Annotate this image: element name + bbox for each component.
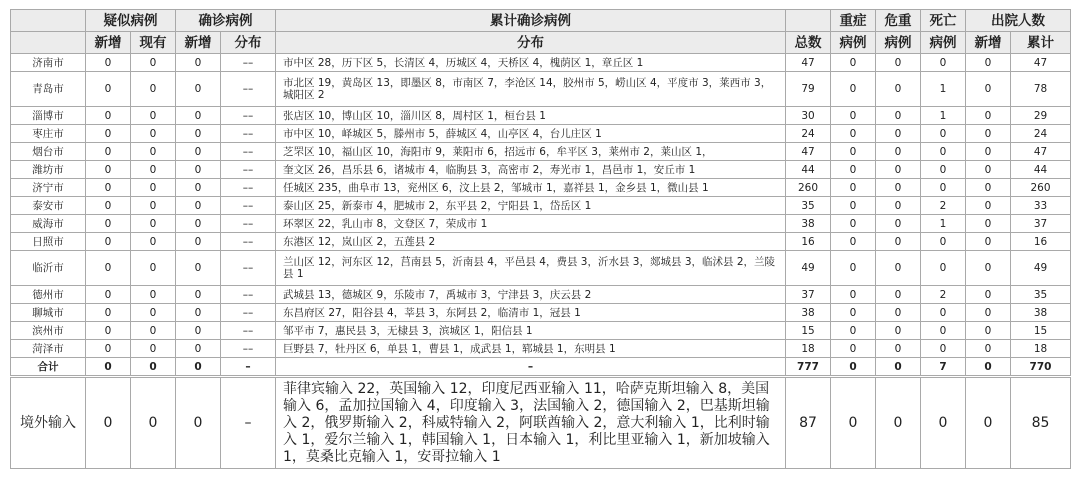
conf-dist: –– xyxy=(221,340,276,358)
header-total-blank xyxy=(786,10,831,32)
cumulative-total: 44 xyxy=(786,161,831,179)
sus-new: 0 xyxy=(86,377,131,469)
cumulative-total: 777 xyxy=(786,358,831,377)
table-row xyxy=(11,304,1071,322)
discharged-new: 0 xyxy=(966,107,1011,125)
discharged-new: 0 xyxy=(966,54,1011,72)
epidemic-stats-table xyxy=(10,9,1071,469)
sus-new: 0 xyxy=(86,340,131,358)
death-cases: 0 xyxy=(921,54,966,72)
cumulative-dist: 武城县 13，德城区 9，乐陵市 7，禹城市 3，宁津县 3，庆云县 2 xyxy=(276,286,786,304)
sus-new: 0 xyxy=(86,197,131,215)
sus-new: 0 xyxy=(86,179,131,197)
critical-cases: 0 xyxy=(876,107,921,125)
city-name: 潍坊市 xyxy=(11,161,86,179)
sus-new: 0 xyxy=(86,72,131,107)
conf-new: 0 xyxy=(176,322,221,340)
death-cases: 0 xyxy=(921,340,966,358)
city-name: 聊城市 xyxy=(11,304,86,322)
death-cases: 0 xyxy=(921,179,966,197)
severe-cases: 0 xyxy=(831,125,876,143)
cumulative-dist: 市北区 19，黄岛区 13，即墨区 8，市南区 7，李沧区 14，胶州市 5，崂山区 4，平度市 3，莱西市 3，城阳区 2 xyxy=(276,72,786,107)
table-row xyxy=(11,161,1071,179)
table-row xyxy=(11,215,1071,233)
death-cases: 7 xyxy=(921,358,966,377)
critical-cases: 0 xyxy=(876,340,921,358)
header-total: 总数 xyxy=(786,32,831,54)
overseas-label: 境外输入 xyxy=(11,377,86,469)
city-name: 泰安市 xyxy=(11,197,86,215)
header-sus-current: 现有 xyxy=(131,32,176,54)
severe-cases: 0 xyxy=(831,107,876,125)
header-dis-new: 新增 xyxy=(966,32,1011,54)
conf-new: 0 xyxy=(176,72,221,107)
death-cases: 1 xyxy=(921,72,966,107)
sus-current: 0 xyxy=(131,143,176,161)
death-cases: 2 xyxy=(921,197,966,215)
conf-dist: –– xyxy=(221,107,276,125)
sus-new: 0 xyxy=(86,286,131,304)
conf-dist: –– xyxy=(221,197,276,215)
city-name: 滨州市 xyxy=(11,322,86,340)
discharged-total: 18 xyxy=(1011,340,1071,358)
sus-new: 0 xyxy=(86,143,131,161)
discharged-new: 0 xyxy=(966,179,1011,197)
discharged-new: 0 xyxy=(966,125,1011,143)
death-cases: 1 xyxy=(921,215,966,233)
critical-cases: 0 xyxy=(876,197,921,215)
critical-cases: 0 xyxy=(876,143,921,161)
header-confirmed: 确诊病例 xyxy=(176,10,276,32)
discharged-total: 44 xyxy=(1011,161,1071,179)
header-row-top xyxy=(11,10,1071,32)
table-row xyxy=(11,143,1071,161)
critical-cases: 0 xyxy=(876,72,921,107)
header-discharged: 出院人数 xyxy=(966,10,1071,32)
sus-new: 0 xyxy=(86,54,131,72)
death-cases: 0 xyxy=(921,161,966,179)
sus-current: 0 xyxy=(131,125,176,143)
cumulative-dist: 市中区 10，峄城区 5，滕州市 5，薛城区 4，山亭区 4，台儿庄区 1 xyxy=(276,125,786,143)
conf-new: 0 xyxy=(176,377,221,469)
severe-cases: 0 xyxy=(831,377,876,469)
city-name: 枣庄市 xyxy=(11,125,86,143)
sus-new: 0 xyxy=(86,107,131,125)
severe-cases: 0 xyxy=(831,179,876,197)
death-cases: 2 xyxy=(921,286,966,304)
overseas-dist: 菲律宾输入 22，英国输入 12，印度尼西亚输入 11，哈萨克斯坦输入 8，美国输入 6，孟加拉国输入 4，印度输入 3，法国输入 2，德国输入 2，巴基斯坦输入 2，俄罗斯输入 2，科威特输入 2，阿联酋输入 2，意大利输入 1，比利时输入 1，爱尔兰输入 1，韩国输入 1，日本输入 1，利比里亚输入 1，新加坡输入 1，莫桑比克输入 1，安哥拉输入 1 xyxy=(276,377,786,469)
conf-new: 0 xyxy=(176,161,221,179)
discharged-new: 0 xyxy=(966,143,1011,161)
death-cases: 0 xyxy=(921,377,966,469)
city-name: 淄博市 xyxy=(11,107,86,125)
critical-cases: 0 xyxy=(876,358,921,377)
cumulative-dist: 张店区 10，博山区 10，淄川区 8，周村区 1，桓台县 1 xyxy=(276,107,786,125)
critical-cases: 0 xyxy=(876,54,921,72)
cumulative-total: 79 xyxy=(786,72,831,107)
cumulative-total: 35 xyxy=(786,197,831,215)
sus-new: 0 xyxy=(86,358,131,377)
discharged-new: 0 xyxy=(966,251,1011,286)
conf-dist: –– xyxy=(221,72,276,107)
death-cases: 0 xyxy=(921,143,966,161)
conf-dist: – xyxy=(221,358,276,377)
sus-new: 0 xyxy=(86,161,131,179)
conf-dist: –– xyxy=(221,54,276,72)
sus-new: 0 xyxy=(86,251,131,286)
discharged-total: 47 xyxy=(1011,54,1071,72)
sus-current: 0 xyxy=(131,251,176,286)
sus-current: 0 xyxy=(131,179,176,197)
cumulative-total: 15 xyxy=(786,322,831,340)
cumulative-total: 18 xyxy=(786,340,831,358)
discharged-new: 0 xyxy=(966,358,1011,377)
cumulative-dist: 邹平市 7，惠民县 3，无棣县 3，滨城区 1，阳信县 1 xyxy=(276,322,786,340)
discharged-total: 15 xyxy=(1011,322,1071,340)
conf-new: 0 xyxy=(176,143,221,161)
sus-new: 0 xyxy=(86,304,131,322)
discharged-total: 260 xyxy=(1011,179,1071,197)
death-cases: 0 xyxy=(921,125,966,143)
sus-current: 0 xyxy=(131,358,176,377)
table-row xyxy=(11,54,1071,72)
overseas-row xyxy=(11,377,1071,469)
discharged-total: 37 xyxy=(1011,215,1071,233)
cumulative-dist: 兰山区 12，河东区 12，莒南县 5，沂南县 4，平邑县 4，费县 3，沂水县 3，郯城县 3，临沭县 2，兰陵县 1 xyxy=(276,251,786,286)
table-row xyxy=(11,125,1071,143)
conf-dist: –– xyxy=(221,233,276,251)
conf-new: 0 xyxy=(176,215,221,233)
cumulative-total: 260 xyxy=(786,179,831,197)
discharged-total: 16 xyxy=(1011,233,1071,251)
severe-cases: 0 xyxy=(831,358,876,377)
sus-current: 0 xyxy=(131,233,176,251)
severe-cases: 0 xyxy=(831,251,876,286)
total-label: 合计 xyxy=(11,358,86,377)
header-row-sub xyxy=(11,32,1071,54)
city-name: 菏泽市 xyxy=(11,340,86,358)
conf-new: 0 xyxy=(176,358,221,377)
critical-cases: 0 xyxy=(876,377,921,469)
sus-current: 0 xyxy=(131,72,176,107)
conf-new: 0 xyxy=(176,179,221,197)
sus-current: 0 xyxy=(131,340,176,358)
critical-cases: 0 xyxy=(876,251,921,286)
discharged-total: 29 xyxy=(1011,107,1071,125)
city-name: 威海市 xyxy=(11,215,86,233)
header-severe-cases: 病例 xyxy=(831,32,876,54)
discharged-total: 33 xyxy=(1011,197,1071,215)
discharged-total: 24 xyxy=(1011,125,1071,143)
discharged-new: 0 xyxy=(966,233,1011,251)
cumulative-total: 49 xyxy=(786,251,831,286)
header-death-cases: 病例 xyxy=(921,32,966,54)
discharged-total: 85 xyxy=(1011,377,1071,469)
conf-new: 0 xyxy=(176,304,221,322)
severe-cases: 0 xyxy=(831,286,876,304)
discharged-new: 0 xyxy=(966,322,1011,340)
discharged-total: 38 xyxy=(1011,304,1071,322)
cumulative-dist: 任城区 235，曲阜市 13，兖州区 6，汶上县 2，邹城市 1，嘉祥县 1，金乡县 1，微山县 1 xyxy=(276,179,786,197)
cumulative-total: 47 xyxy=(786,54,831,72)
conf-new: 0 xyxy=(176,125,221,143)
table-row xyxy=(11,286,1071,304)
severe-cases: 0 xyxy=(831,72,876,107)
conf-dist: –– xyxy=(221,179,276,197)
header-cumulative: 累计确诊病例 xyxy=(276,10,786,32)
header-dist: 分布 xyxy=(276,32,786,54)
death-cases: 0 xyxy=(921,251,966,286)
sus-current: 0 xyxy=(131,322,176,340)
conf-new: 0 xyxy=(176,233,221,251)
conf-dist: –– xyxy=(221,215,276,233)
severe-cases: 0 xyxy=(831,197,876,215)
critical-cases: 0 xyxy=(876,161,921,179)
discharged-new: 0 xyxy=(966,377,1011,469)
header-severe: 重症 xyxy=(831,10,876,32)
conf-dist: –– xyxy=(221,322,276,340)
table-row xyxy=(11,197,1071,215)
header-suspected: 疑似病例 xyxy=(86,10,176,32)
sus-new: 0 xyxy=(86,322,131,340)
critical-cases: 0 xyxy=(876,215,921,233)
conf-dist: –– xyxy=(221,125,276,143)
cumulative-dist: 奎文区 26，昌乐县 6，诸城市 4，临朐县 3，高密市 2，寿光市 1，昌邑市 1，安丘市 1 xyxy=(276,161,786,179)
sus-current: 0 xyxy=(131,197,176,215)
conf-dist: –– xyxy=(221,286,276,304)
cumulative-total: 37 xyxy=(786,286,831,304)
sus-current: 0 xyxy=(131,54,176,72)
cumulative-total: 87 xyxy=(786,377,831,469)
sus-current: 0 xyxy=(131,304,176,322)
critical-cases: 0 xyxy=(876,179,921,197)
header-conf-dist: 分布 xyxy=(221,32,276,54)
discharged-total: 47 xyxy=(1011,143,1071,161)
discharged-total: 35 xyxy=(1011,286,1071,304)
sus-current: 0 xyxy=(131,107,176,125)
city-name: 济南市 xyxy=(11,54,86,72)
death-cases: 0 xyxy=(921,304,966,322)
city-name: 德州市 xyxy=(11,286,86,304)
discharged-new: 0 xyxy=(966,304,1011,322)
header-dis-total: 累计 xyxy=(1011,32,1071,54)
cumulative-total: 38 xyxy=(786,215,831,233)
discharged-new: 0 xyxy=(966,72,1011,107)
discharged-total: 78 xyxy=(1011,72,1071,107)
header-sus-new: 新增 xyxy=(86,32,131,54)
sus-new: 0 xyxy=(86,215,131,233)
severe-cases: 0 xyxy=(831,322,876,340)
table-row xyxy=(11,251,1071,286)
total-row xyxy=(11,358,1071,377)
city-name: 烟台市 xyxy=(11,143,86,161)
sus-current: 0 xyxy=(131,377,176,469)
table-row xyxy=(11,107,1071,125)
severe-cases: 0 xyxy=(831,161,876,179)
conf-new: 0 xyxy=(176,197,221,215)
cumulative-dist: 巨野县 7，牡丹区 6，单县 1，曹县 1，成武县 1，郓城县 1，东明县 1 xyxy=(276,340,786,358)
severe-cases: 0 xyxy=(831,304,876,322)
table-row xyxy=(11,72,1071,107)
conf-new: 0 xyxy=(176,54,221,72)
conf-dist: –– xyxy=(221,304,276,322)
critical-cases: 0 xyxy=(876,322,921,340)
cumulative-dist: 环翠区 22，乳山市 8，文登区 7，荣成市 1 xyxy=(276,215,786,233)
cumulative-total: 30 xyxy=(786,107,831,125)
cumulative-total: 24 xyxy=(786,125,831,143)
cumulative-total: 47 xyxy=(786,143,831,161)
sus-new: 0 xyxy=(86,125,131,143)
city-name: 临沂市 xyxy=(11,251,86,286)
header-death: 死亡 xyxy=(921,10,966,32)
discharged-new: 0 xyxy=(966,215,1011,233)
discharged-new: 0 xyxy=(966,286,1011,304)
conf-new: 0 xyxy=(176,251,221,286)
discharged-total: 770 xyxy=(1011,358,1071,377)
table-row xyxy=(11,340,1071,358)
sus-current: 0 xyxy=(131,215,176,233)
discharged-new: 0 xyxy=(966,161,1011,179)
severe-cases: 0 xyxy=(831,340,876,358)
table-row xyxy=(11,322,1071,340)
header-corner-sub xyxy=(11,32,86,54)
conf-dist: – xyxy=(221,377,276,469)
severe-cases: 0 xyxy=(831,215,876,233)
cumulative-total: 16 xyxy=(786,233,831,251)
cumulative-dist: 东昌府区 27，阳谷县 4，莘县 3，东阿县 2，临清市 1，冠县 1 xyxy=(276,304,786,322)
cumulative-dist: 芝罘区 10，福山区 10，海阳市 9，莱阳市 6，招远市 6，牟平区 3，莱州市 2，莱山区 1， xyxy=(276,143,786,161)
death-cases: 0 xyxy=(921,322,966,340)
conf-dist: –– xyxy=(221,251,276,286)
sus-current: 0 xyxy=(131,286,176,304)
conf-new: 0 xyxy=(176,340,221,358)
critical-cases: 0 xyxy=(876,304,921,322)
cumulative-dist: 泰山区 25，新泰市 4，肥城市 2，东平县 2，宁阳县 1，岱岳区 1 xyxy=(276,197,786,215)
city-name: 日照市 xyxy=(11,233,86,251)
sus-new: 0 xyxy=(86,233,131,251)
city-name: 济宁市 xyxy=(11,179,86,197)
header-corner xyxy=(11,10,86,32)
conf-new: 0 xyxy=(176,107,221,125)
conf-dist: –– xyxy=(221,161,276,179)
cumulative-dist: 东港区 12，岚山区 2，五莲县 2 xyxy=(276,233,786,251)
critical-cases: 0 xyxy=(876,233,921,251)
severe-cases: 0 xyxy=(831,54,876,72)
severe-cases: 0 xyxy=(831,233,876,251)
discharged-new: 0 xyxy=(966,197,1011,215)
death-cases: 0 xyxy=(921,233,966,251)
discharged-new: 0 xyxy=(966,340,1011,358)
cumulative-dist: 市中区 28，历下区 5，长清区 4，历城区 4，天桥区 4，槐荫区 1，章丘区 1 xyxy=(276,54,786,72)
header-critical-cases: 病例 xyxy=(876,32,921,54)
cumulative-dist: – xyxy=(276,358,786,377)
table-row xyxy=(11,179,1071,197)
severe-cases: 0 xyxy=(831,143,876,161)
header-conf-new: 新增 xyxy=(176,32,221,54)
conf-dist: –– xyxy=(221,143,276,161)
header-critical: 危重 xyxy=(876,10,921,32)
cumulative-total: 38 xyxy=(786,304,831,322)
table-row xyxy=(11,233,1071,251)
city-name: 青岛市 xyxy=(11,72,86,107)
critical-cases: 0 xyxy=(876,125,921,143)
death-cases: 1 xyxy=(921,107,966,125)
sus-current: 0 xyxy=(131,161,176,179)
conf-new: 0 xyxy=(176,286,221,304)
discharged-total: 49 xyxy=(1011,251,1071,286)
critical-cases: 0 xyxy=(876,286,921,304)
